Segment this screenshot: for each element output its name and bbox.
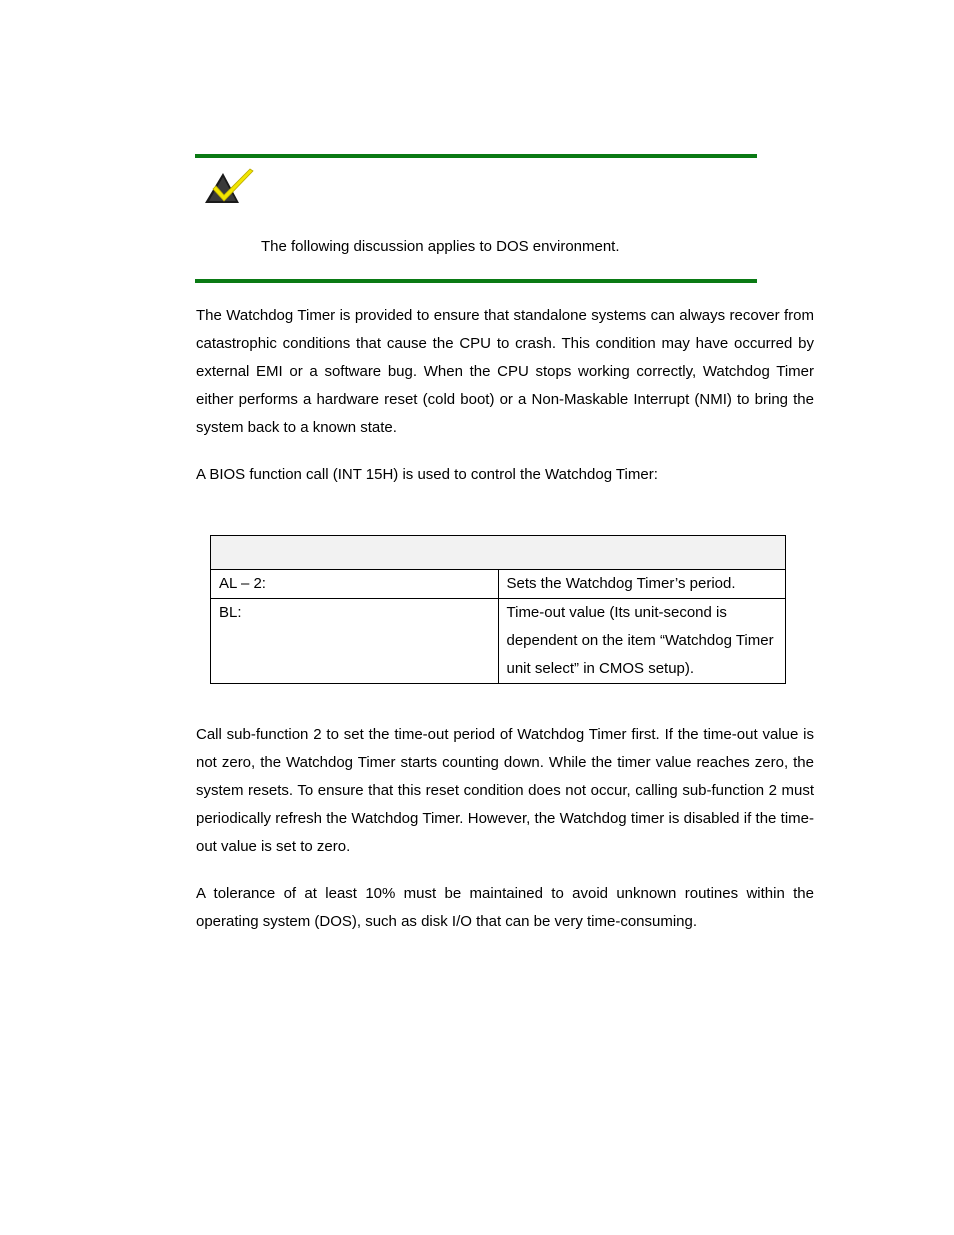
- register-description-cell: Sets the Watchdog Timer’s period.: [498, 570, 786, 599]
- table-row: [211, 570, 786, 599]
- note-text: The following discussion applies to DOS environment.: [261, 238, 620, 255]
- note-bottom-rule: [195, 279, 757, 283]
- subfunction-paragraph: Call sub-function 2 to set the time-out period of Watchdog Timer first. If the time-out value is not zero, the Watchdog Timer starts counting down. While the timer value reaches zero, the system resets. To ensure that this reset condition does not occur, calling sub-function 2 must periodically refresh the Watchdog Timer. However, the Watchdog timer is disabled if the time-out value is set to zero.: [196, 726, 814, 855]
- checkmark-note-icon: [203, 165, 255, 205]
- note-top-rule: [195, 154, 757, 158]
- register-description-cell: Time-out value (Its unit-second is dependent on the item “Watchdog Timer unit select” in CMOS setup).: [498, 599, 786, 684]
- table-header-cell: [211, 536, 786, 570]
- tolerance-paragraph: A tolerance of at least 10% must be maintained to avoid unknown routines within the operating system (DOS), such as disk I/O that can be very time-consuming.: [196, 885, 814, 930]
- register-table: [210, 535, 786, 684]
- register-name-cell: BL:: [211, 599, 499, 684]
- table-header-row: [211, 536, 786, 570]
- intro-paragraph: The Watchdog Timer is provided to ensure that standalone systems can always recover from catastrophic conditions that cause the CPU to crash. This condition may have occurred by external EMI or a software bug. When the CPU stops working correctly, Watchdog Timer either performs a hardware reset (cold boot) or a Non-Maskable Interrupt (NMI) to bring the system back to a known state.: [196, 307, 814, 436]
- table-row: [211, 599, 786, 684]
- register-name-cell: AL – 2:: [211, 570, 499, 599]
- bios-call-line: A BIOS function call (INT 15H) is used to control the Watchdog Timer:: [196, 466, 658, 483]
